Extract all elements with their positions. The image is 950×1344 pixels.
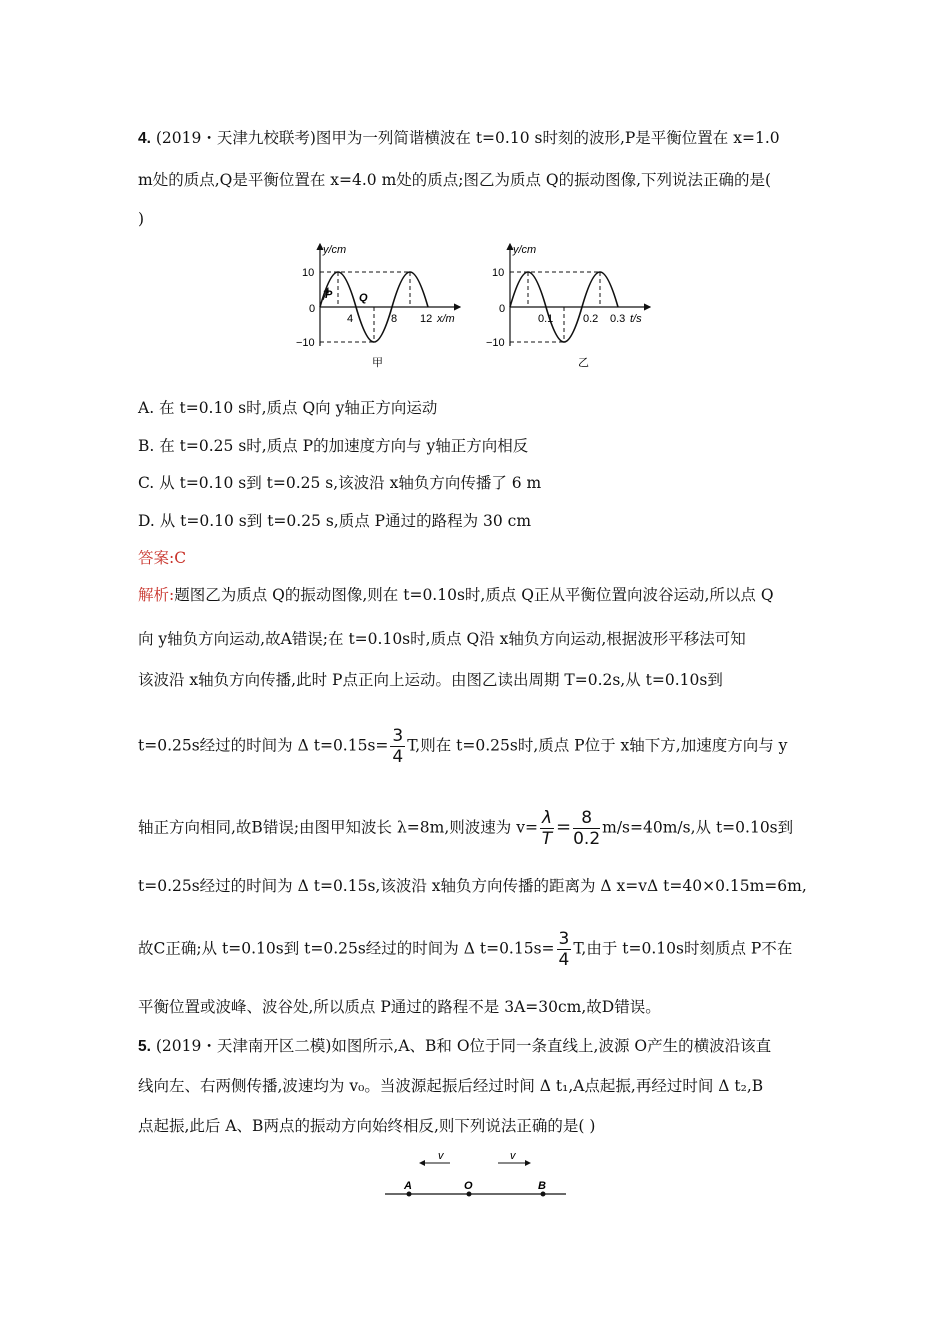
jia-y-top: 10 (302, 267, 315, 279)
q5-point-o (467, 1192, 472, 1197)
figure-jia (280, 236, 470, 371)
yi-y-zero: 0 (499, 303, 506, 315)
formula-line-1 (138, 726, 787, 767)
formula2-eq: = (556, 816, 572, 838)
frac-8: 8 (573, 808, 600, 829)
q5-left-v: v (438, 1150, 444, 1162)
q4-stem-1: (2019・天津九校联考)图甲为一列简谐横波在 t=0.10 s时刻的波形,P是平衡位置在 x=1.0 (150, 129, 780, 147)
frac-num: 3 (392, 726, 404, 746)
option-a: A. 在 t=0.10 s时,质点 Q向 y轴正方向运动 (138, 399, 438, 417)
answer: 答案:C (138, 549, 187, 567)
q5-point-a (407, 1192, 412, 1197)
option-b: B. 在 t=0.25 s时,质点 P的加速度方向与 y轴正方向相反 (138, 437, 529, 455)
analysis-line-3: 该波沿 x轴负方向传播,此时 P点正向上运动。由图乙读出周期 T=0.2s,从 t=0.10s到 (138, 671, 723, 689)
jia-ylabel: y/cm (323, 244, 347, 256)
q5-number: 5. (138, 1038, 151, 1055)
frac-t: T (541, 829, 553, 849)
q4-number: 4. (138, 130, 151, 147)
jia-xlabel: x/m (437, 313, 455, 325)
q5-label-a: A (404, 1180, 412, 1192)
q4-line-1 (138, 128, 780, 149)
q5-figure (380, 1148, 575, 1204)
jia-point-p: P (325, 289, 333, 301)
yi-ylabel: y/cm (513, 244, 537, 256)
q5-line-3: 点起振,此后 A、B两点的振动方向始终相反,则下列说法正确的是( ) (138, 1117, 596, 1135)
jia-y-zero: 0 (309, 303, 316, 315)
q4-line-2: m处的质点,Q是平衡位置在 x=4.0 m处的质点;图乙为质点 Q的振动图像,下列说法正确的是( (138, 171, 772, 189)
figure-yi (470, 236, 660, 371)
jia-point-q: Q (359, 292, 368, 304)
frac-lambda: λ (541, 808, 552, 828)
yi-tick-01: 0.1 (538, 313, 554, 325)
q5-label-b: B (538, 1180, 546, 1192)
frac-02: 0.2 (573, 829, 601, 849)
analysis-line-last: 平衡位置或波峰、波谷处,所以质点 P通过的路程不是 3A=30cm,故D错误。 (138, 998, 661, 1016)
fraction-lambda-t (540, 808, 554, 849)
q5-right-v: v (510, 1150, 516, 1162)
fraction-3-4 (390, 726, 405, 767)
formula3-before: 故C正确;从 t=0.10s到 t=0.25s经过的时间为 Δ t=0.15s= (138, 939, 555, 958)
frac-den: 4 (392, 747, 404, 767)
q5-line-2: 线向左、右两侧传播,波速均为 v₀。当波源起振后经过时间 Δ t₁,A点起振,再经过时间 Δ t₂,B (138, 1077, 764, 1095)
fraction-3-4-b (557, 929, 572, 970)
analysis-line-1 (138, 585, 774, 605)
jia-caption: 甲 (372, 357, 383, 369)
formula1-before: t=0.25s经过的时间为 Δ t=0.15s= (138, 736, 389, 755)
formula2-before: 轴正方向相同,故B错误;由图甲知波长 λ=8m,则波速为 v= (138, 818, 538, 837)
formula1-after: T,则在 t=0.25s时,质点 P位于 x轴下方,加速度方向与 y (407, 736, 788, 755)
option-c: C. 从 t=0.10 s到 t=0.25 s,该波沿 x轴负方向传播了 6 m (138, 474, 542, 492)
yi-tick-03: 0.3 (610, 313, 626, 325)
formula-line-2 (138, 808, 793, 849)
jia-tick-8: 8 (391, 313, 398, 325)
q4-line-3: ) (138, 210, 145, 228)
option-d: D. 从 t=0.10 s到 t=0.25 s,质点 P通过的路程为 30 cm (138, 512, 532, 530)
formula-line-3 (138, 929, 792, 970)
q5-line-1 (138, 1036, 771, 1057)
formula2-after: m/s=40m/s,从 t=0.10s到 (602, 818, 794, 837)
formula3-after: T,由于 t=0.10s时刻质点 P不在 (573, 939, 793, 958)
analysis-label: 解析: (138, 586, 175, 604)
yi-xlabel: t/s (630, 313, 642, 325)
q5-stem-1: (2019・天津南开区二模)如图所示,A、B和 O位于同一条直线上,波源 O产生的横波沿该直 (150, 1037, 772, 1055)
yi-caption: 乙 (578, 357, 589, 369)
jia-tick-12: 12 (420, 313, 433, 325)
jia-tick-4: 4 (347, 313, 354, 325)
q5-label-o: O (464, 1180, 473, 1192)
yi-tick-02: 0.2 (583, 313, 599, 325)
analysis-text-1: 题图乙为质点 Q的振动图像,则在 t=0.10s时,质点 Q正从平衡位置向波谷运动,所以点 Q (174, 586, 774, 604)
analysis-line-c: t=0.25s经过的时间为 Δ t=0.15s,该波沿 x轴负方向传播的距离为 Δ x=vΔ t=40×0.15m=6m, (138, 877, 807, 895)
jia-y-bottom: −10 (296, 337, 315, 349)
fraction-8-02 (573, 808, 600, 849)
analysis-line-2: 向 y轴负方向运动,故A错误;在 t=0.10s时,质点 Q沿 x轴负方向运动,根据波形平移法可知 (138, 630, 746, 648)
yi-y-top: 10 (492, 267, 505, 279)
q5-point-b (541, 1192, 546, 1197)
frac-den-b: 4 (558, 950, 570, 970)
yi-y-bottom: −10 (486, 337, 505, 349)
frac-num-b: 3 (558, 929, 570, 949)
